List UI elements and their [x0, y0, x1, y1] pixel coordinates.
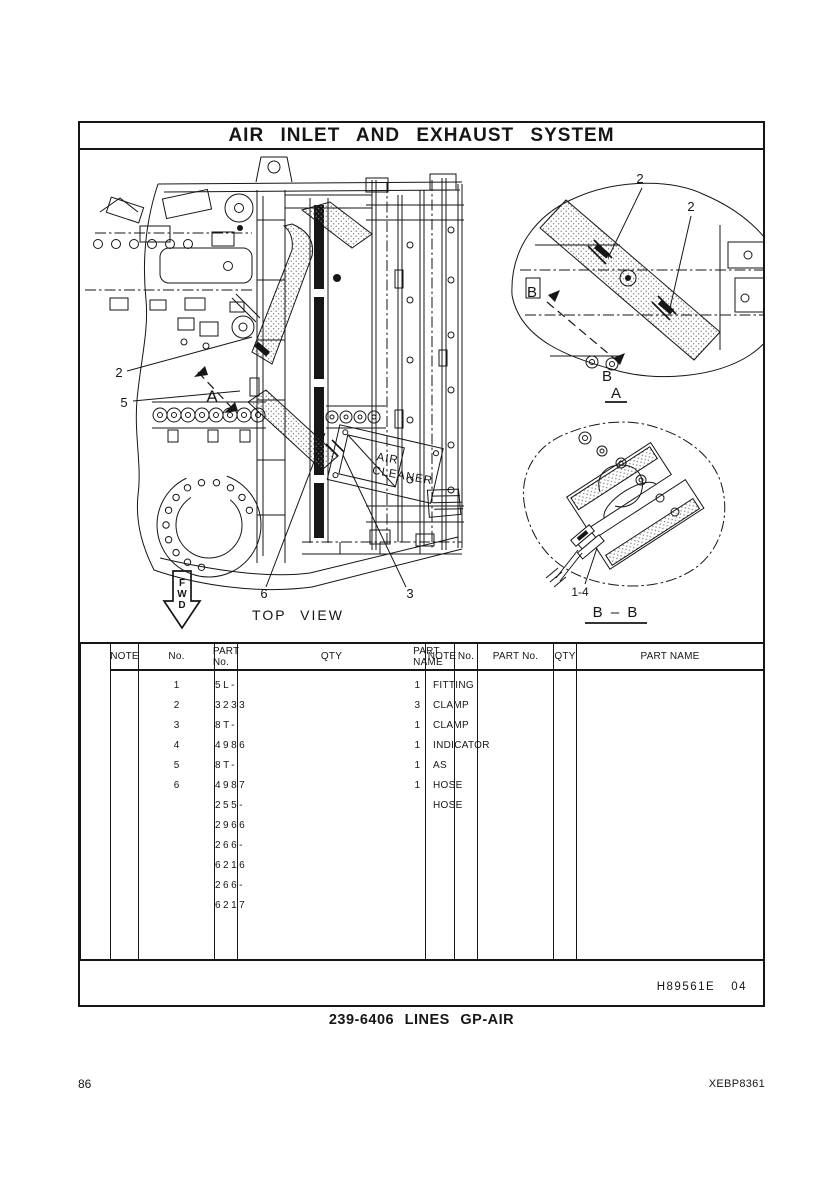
- col-header-partname: PART NAME: [425, 644, 430, 671]
- exploded-view-diagram: [80, 150, 763, 642]
- body-col-no-2: [454, 671, 477, 959]
- body-col-qty: 1 3 1 1 1 1: [237, 671, 425, 959]
- col-header-qty-2: QTY: [553, 644, 576, 671]
- air-cleaner-label-line2: CLEANER: [371, 464, 434, 488]
- col-header-no-2: No.: [454, 644, 477, 671]
- col-header-note-2: NOTE: [430, 644, 454, 671]
- body-col-partno: 5L-3233 8T-4986 8T-4987 255-2966 266-6216 266-6217: [214, 671, 237, 959]
- section-b-bottom-label: B: [601, 368, 613, 385]
- body-col-qty-2: [553, 671, 576, 959]
- parts-table: [80, 642, 763, 961]
- engine-front-cluster: [85, 189, 260, 349]
- body-col-partname: FITTING CLAMP CLAMP INDICATOR AS HOSE HOSE: [425, 671, 433, 959]
- detail-bb-callout-1-4: 1-4: [571, 585, 589, 599]
- col-header-partno: PART No.: [214, 644, 237, 671]
- col-header-note: NOTE: [111, 644, 138, 671]
- duct-elbow: [302, 202, 372, 248]
- revision-number: 04: [731, 981, 747, 993]
- col-header-partname-2: PART NAME: [576, 644, 763, 671]
- document-code: XEBP8361: [708, 1078, 765, 1090]
- svg-text:W: W: [177, 589, 187, 600]
- figure-caption: 239-6406 LINES GP-AIR: [328, 1012, 515, 1028]
- detail-a-callout-2b: 2: [687, 199, 695, 214]
- hose-lower: [248, 390, 338, 470]
- indicator-assembly: [568, 524, 604, 559]
- callout-3: 3: [406, 586, 414, 601]
- table-half-separator: [80, 644, 111, 959]
- top-view-label: TOP VIEW: [252, 607, 344, 623]
- col-header-qty: QTY: [237, 644, 425, 671]
- top-view-drawing: [85, 157, 475, 628]
- section-b-top-label: B: [526, 284, 538, 301]
- detail-a-callout-2a: 2: [636, 171, 644, 186]
- body-col-no: 1 2 3 4 5 6: [138, 671, 214, 959]
- revision-text: [657, 981, 747, 993]
- section-arrow-a-label: A: [206, 387, 218, 406]
- detail-a-label: A: [610, 385, 622, 402]
- svg-text:F: F: [178, 578, 186, 589]
- hose-upper: [252, 224, 313, 364]
- svg-text:D: D: [178, 600, 186, 611]
- body-col-partno-2: [477, 671, 553, 959]
- body-col-note-2: [430, 671, 454, 959]
- body-col-note: [111, 671, 138, 959]
- col-header-no: No.: [138, 644, 214, 671]
- page-number: 86: [78, 1077, 92, 1091]
- detail-bb-view: [523, 422, 724, 623]
- callout-5: 5: [120, 395, 128, 410]
- detail-bb-label: B – B: [592, 604, 640, 621]
- flywheel-housing: [142, 458, 275, 591]
- body-col-partname-2: [576, 671, 763, 959]
- revision-code: H89561E: [656, 981, 716, 993]
- col-header-partno-2: PART No.: [477, 644, 553, 671]
- diagram-svg: [80, 150, 763, 642]
- callout-2: 2: [115, 365, 123, 380]
- detail-a-view: [512, 171, 763, 402]
- sheet-frame: [78, 121, 765, 1007]
- revision-band: [80, 961, 763, 1005]
- page-title: AIR INLET AND EXHAUST SYSTEM: [80, 123, 763, 150]
- radiator-rails: [366, 174, 464, 550]
- air-cleaner-label-line1: AIR: [375, 451, 400, 467]
- fwd-arrow: [164, 571, 200, 628]
- callout-6: 6: [260, 586, 268, 601]
